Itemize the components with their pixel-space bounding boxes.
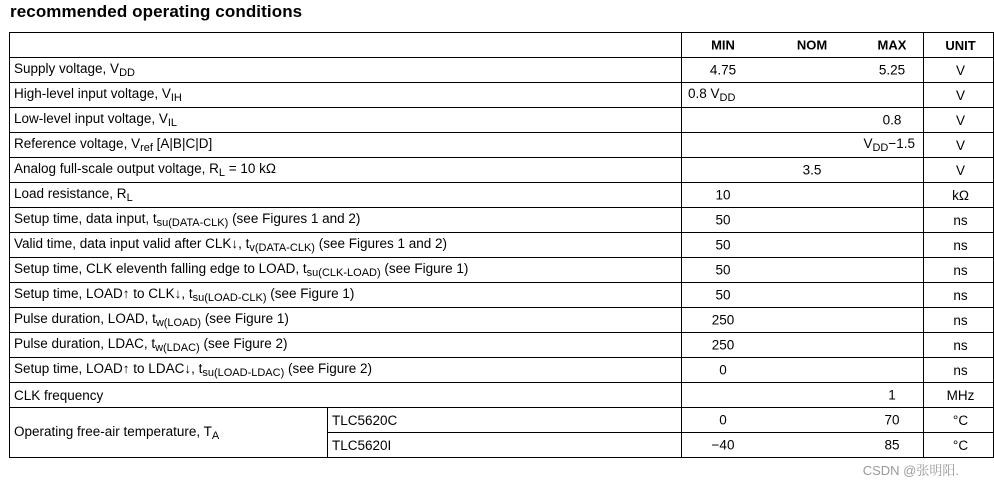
parameter-note: (see Figure 2) [284, 361, 373, 376]
unit-cell: ns [924, 283, 994, 308]
unit-cell: V [924, 83, 994, 108]
min-value-subscript: DD [719, 92, 736, 104]
values-cell [682, 108, 924, 133]
min-value [688, 86, 735, 104]
header-min: MIN [711, 37, 735, 53]
values-cell [682, 158, 924, 183]
unit-cell: ns [924, 208, 994, 233]
unit-cell: °C [924, 433, 994, 458]
parameter-text: Setup time, LOAD↑ to CLK↓, t [14, 286, 193, 301]
parameter-cell [10, 308, 682, 333]
parameter-text: Setup time, CLK eleventh falling edge to LOAD, t [14, 261, 307, 276]
header-values-cell [682, 33, 924, 58]
table-row [10, 233, 994, 258]
max-value-text: V [863, 136, 873, 151]
min-value-text: 0.8 V [688, 86, 720, 101]
parameter-subscript: w(LDAC) [155, 342, 200, 354]
max-value: 0.8 [882, 112, 902, 128]
parameter-text: High-level input voltage, V [14, 86, 171, 101]
table-row [10, 158, 994, 183]
parameter-cell [10, 183, 682, 208]
table-row [10, 283, 994, 308]
parameter-cell [10, 233, 682, 258]
parameter-cell [10, 283, 682, 308]
min-value: 250 [711, 312, 735, 328]
unit-cell: V [924, 158, 994, 183]
parameter-subscript: L [218, 167, 225, 179]
min-value: 4.75 [709, 62, 737, 78]
unit-cell: ns [924, 333, 994, 358]
unit-cell: ns [924, 258, 994, 283]
parameter-note: = 10 kΩ [225, 161, 276, 176]
unit-cell: kΩ [924, 183, 994, 208]
parameter-subscript: su(DATA-CLK) [156, 217, 229, 229]
parameter-note: (see Figures 1 and 2) [314, 236, 448, 251]
parameter-text: Pulse duration, LDAC, t [14, 336, 156, 351]
parameter-cell [10, 208, 682, 233]
temperature-row [10, 408, 994, 433]
max-value [863, 136, 915, 154]
table-row [10, 383, 994, 408]
unit-cell: V [924, 133, 994, 158]
parameter-text: Low-level input voltage, V [14, 111, 168, 126]
min-value: 50 [715, 262, 731, 278]
watermark: CSDN @张明阳. [862, 463, 959, 478]
max-value-subscript: DD [872, 142, 889, 154]
values-cell [682, 233, 924, 258]
table-row [10, 183, 994, 208]
parameter-cell [10, 258, 682, 283]
table-row [10, 258, 994, 283]
values-cell [682, 383, 924, 408]
parameter-subscript: IH [170, 92, 182, 104]
table-row [10, 358, 994, 383]
parameter-cell [10, 108, 682, 133]
min-value: 0 [719, 412, 727, 428]
table-row [10, 58, 994, 83]
max-value: 1 [888, 387, 896, 403]
parameter-cell [10, 158, 682, 183]
values-cell [682, 358, 924, 383]
parameter-subscript: IL [167, 117, 178, 129]
values-cell [682, 83, 924, 108]
values-cell [682, 408, 924, 433]
table-row [10, 208, 994, 233]
parameter-subscript: L [126, 192, 133, 204]
header-nom: NOM [796, 37, 828, 53]
parameter-text: Valid time, data input valid after CLK↓, t [14, 236, 250, 251]
unit-cell: MHz [924, 383, 994, 408]
parameter-text: Supply voltage, V [14, 61, 120, 76]
max-value: 70 [884, 412, 900, 428]
device-name-cell: TLC5620I [328, 433, 682, 458]
table-row [10, 133, 994, 158]
parameter-subscript: w(LOAD) [155, 317, 202, 329]
values-cell [682, 308, 924, 333]
values-cell [682, 258, 924, 283]
parameter-text: Operating free-air temperature, T [14, 423, 212, 439]
min-value: −40 [711, 437, 735, 453]
values-cell [682, 433, 924, 458]
min-value: 50 [715, 287, 731, 303]
table-row [10, 83, 994, 108]
values-cell [682, 133, 924, 158]
unit-cell: ns [924, 358, 994, 383]
min-value: 250 [711, 337, 735, 353]
parameter-cell [10, 358, 682, 383]
parameter-note: (see Figure 1) [201, 311, 289, 326]
header-unit: UNIT [924, 33, 994, 58]
operating-conditions-table [9, 32, 994, 458]
min-value: 50 [715, 212, 731, 228]
parameter-subscript: su(CLK-LOAD) [306, 267, 381, 279]
parameter-note: (see Figures 1 and 2) [228, 211, 361, 226]
parameter-subscript: su(LOAD-LDAC) [202, 367, 285, 379]
max-value-suffix: −1.5 [888, 136, 915, 151]
parameter-note: (see Figure 1) [380, 261, 469, 276]
parameter-cell [10, 133, 682, 158]
parameter-subscript: v(DATA-CLK) [249, 242, 315, 254]
unit-cell: V [924, 58, 994, 83]
max-value: 5.25 [878, 62, 906, 78]
parameter-text: Pulse duration, LOAD, t [14, 311, 156, 326]
min-value: 50 [715, 237, 731, 253]
nom-value: 3.5 [802, 162, 822, 178]
parameter-note: (see Figure 1) [266, 286, 355, 301]
table-row [10, 333, 994, 358]
parameter-text: Setup time, LOAD↑ to LDAC↓, t [14, 361, 203, 376]
values-cell [682, 283, 924, 308]
min-value: 10 [715, 187, 731, 203]
parameter-cell [10, 58, 682, 83]
values-cell [682, 58, 924, 83]
parameter-cell [10, 383, 682, 408]
parameter-text: CLK frequency [14, 387, 104, 403]
parameter-subscript: ref [140, 142, 153, 154]
section-title: recommended operating conditions [10, 2, 303, 21]
parameter-cell [10, 333, 682, 358]
min-value: 0 [719, 362, 727, 378]
parameter-cell [10, 83, 682, 108]
parameter-subscript: su(LOAD-CLK) [192, 292, 267, 304]
parameter-subscript: DD [119, 67, 135, 79]
values-cell [682, 183, 924, 208]
table-row [10, 108, 994, 133]
max-value: 85 [884, 437, 900, 453]
header-parameter-cell [10, 33, 682, 58]
header-max: MAX [877, 37, 907, 53]
parameter-note: (see Figure 2) [199, 336, 288, 351]
values-cell [682, 208, 924, 233]
table-body [10, 33, 994, 458]
unit-cell: V [924, 108, 994, 133]
table-row [10, 308, 994, 333]
parameter-note: [A|B|C|D] [152, 136, 213, 151]
parameter-text: Analog full-scale output voltage, R [14, 161, 219, 176]
unit-cell: °C [924, 408, 994, 433]
unit-cell: ns [924, 233, 994, 258]
parameter-text: Setup time, data input, t [14, 211, 157, 226]
parameter-text: Load resistance, R [14, 186, 127, 201]
temperature-parameter-cell [10, 408, 328, 458]
device-name-cell: TLC5620C [328, 408, 682, 433]
table-header-row [10, 33, 994, 58]
values-cell [682, 333, 924, 358]
unit-cell: ns [924, 308, 994, 333]
parameter-subscript: A [211, 429, 220, 442]
parameter-text: Reference voltage, V [14, 136, 141, 151]
